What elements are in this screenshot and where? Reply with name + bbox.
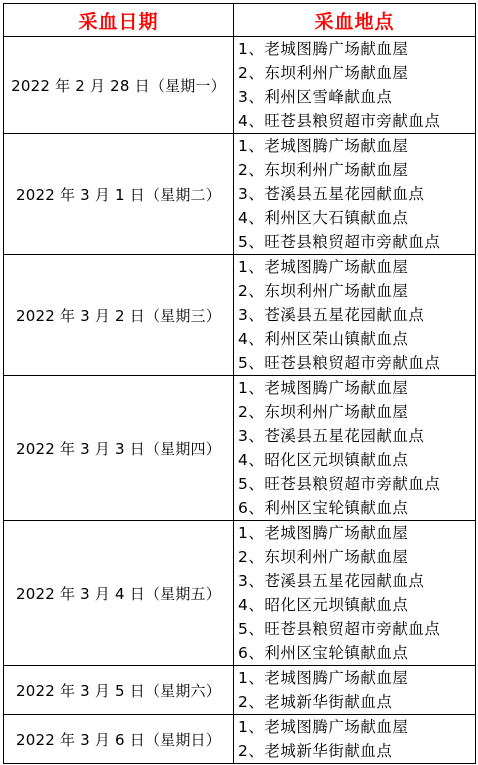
- location-item: 1、老城图腾广场献血屋: [238, 669, 409, 687]
- collection-date: 2022 年 3 月 4 日（星期五）: [4, 521, 234, 666]
- location-item: 3、苍溪县五星花园献血点: [238, 572, 425, 590]
- location-item: 4、昭化区元坝镇献血点: [238, 596, 409, 614]
- location-item: 5、旺苍县粮贸超市旁献血点: [238, 233, 441, 251]
- table-row: [4, 715, 476, 764]
- collection-date: 2022 年 3 月 6 日（星期日）: [4, 715, 234, 764]
- table-row: [4, 255, 476, 376]
- location-item: 6、利州区宝轮镇献血点: [238, 499, 409, 517]
- collection-date: 2022 年 2 月 28 日（星期一）: [4, 37, 234, 134]
- location-item: 1、老城图腾广场献血屋: [238, 718, 409, 736]
- collection-date: 2022 年 3 月 1 日（星期二）: [4, 134, 234, 255]
- location-item: 1、老城图腾广场献血屋: [238, 258, 409, 276]
- location-item: 2、东坝利州广场献血屋: [238, 161, 409, 179]
- location-item: 6、利州区宝轮镇献血点: [238, 644, 409, 662]
- header-date: 采血日期: [4, 4, 234, 37]
- location-item: 4、旺苍县粮贸超市旁献血点: [238, 112, 441, 130]
- table-row: [4, 376, 476, 521]
- table-row: [4, 666, 476, 715]
- collection-date: 2022 年 3 月 3 日（星期四）: [4, 376, 234, 521]
- location-item: 3、苍溪县五星花园献血点: [238, 306, 425, 324]
- schedule-body: [4, 37, 476, 764]
- collection-locations: [234, 134, 476, 255]
- header-row: [4, 4, 476, 37]
- collection-date: 2022 年 3 月 5 日（星期六）: [4, 666, 234, 715]
- location-item: 1、老城图腾广场献血屋: [238, 137, 409, 155]
- location-item: 3、苍溪县五星花园献血点: [238, 185, 425, 203]
- location-item: 2、东坝利州广场献血屋: [238, 282, 409, 300]
- location-item: 4、利州区大石镇献血点: [238, 209, 409, 227]
- collection-locations: [234, 255, 476, 376]
- location-item: 2、东坝利州广场献血屋: [238, 548, 409, 566]
- collection-locations: [234, 376, 476, 521]
- location-item: 4、昭化区元坝镇献血点: [238, 451, 409, 469]
- collection-date: 2022 年 3 月 2 日（星期三）: [4, 255, 234, 376]
- location-item: 3、利州区雪峰献血点: [238, 88, 393, 106]
- location-item: 2、东坝利州广场献血屋: [238, 64, 409, 82]
- location-item: 1、老城图腾广场献血屋: [238, 524, 409, 542]
- location-item: 2、东坝利州广场献血屋: [238, 403, 409, 421]
- location-item: 4、利州区荣山镇献血点: [238, 330, 409, 348]
- table-row: [4, 521, 476, 666]
- collection-locations: [234, 37, 476, 134]
- header-location: 采血地点: [234, 4, 476, 37]
- location-item: 5、旺苍县粮贸超市旁献血点: [238, 475, 441, 493]
- location-item: 5、旺苍县粮贸超市旁献血点: [238, 354, 441, 372]
- collection-locations: [234, 715, 476, 764]
- table-row: [4, 134, 476, 255]
- collection-locations: [234, 521, 476, 666]
- location-item: 1、老城图腾广场献血屋: [238, 40, 409, 58]
- blood-collection-schedule-table: [3, 3, 476, 764]
- location-item: 2、老城新华街献血点: [238, 742, 393, 760]
- location-item: 3、苍溪县五星花园献血点: [238, 427, 425, 445]
- location-item: 5、旺苍县粮贸超市旁献血点: [238, 620, 441, 638]
- collection-locations: [234, 666, 476, 715]
- location-item: 1、老城图腾广场献血屋: [238, 379, 409, 397]
- location-item: 2、老城新华街献血点: [238, 693, 393, 711]
- table-row: [4, 37, 476, 134]
